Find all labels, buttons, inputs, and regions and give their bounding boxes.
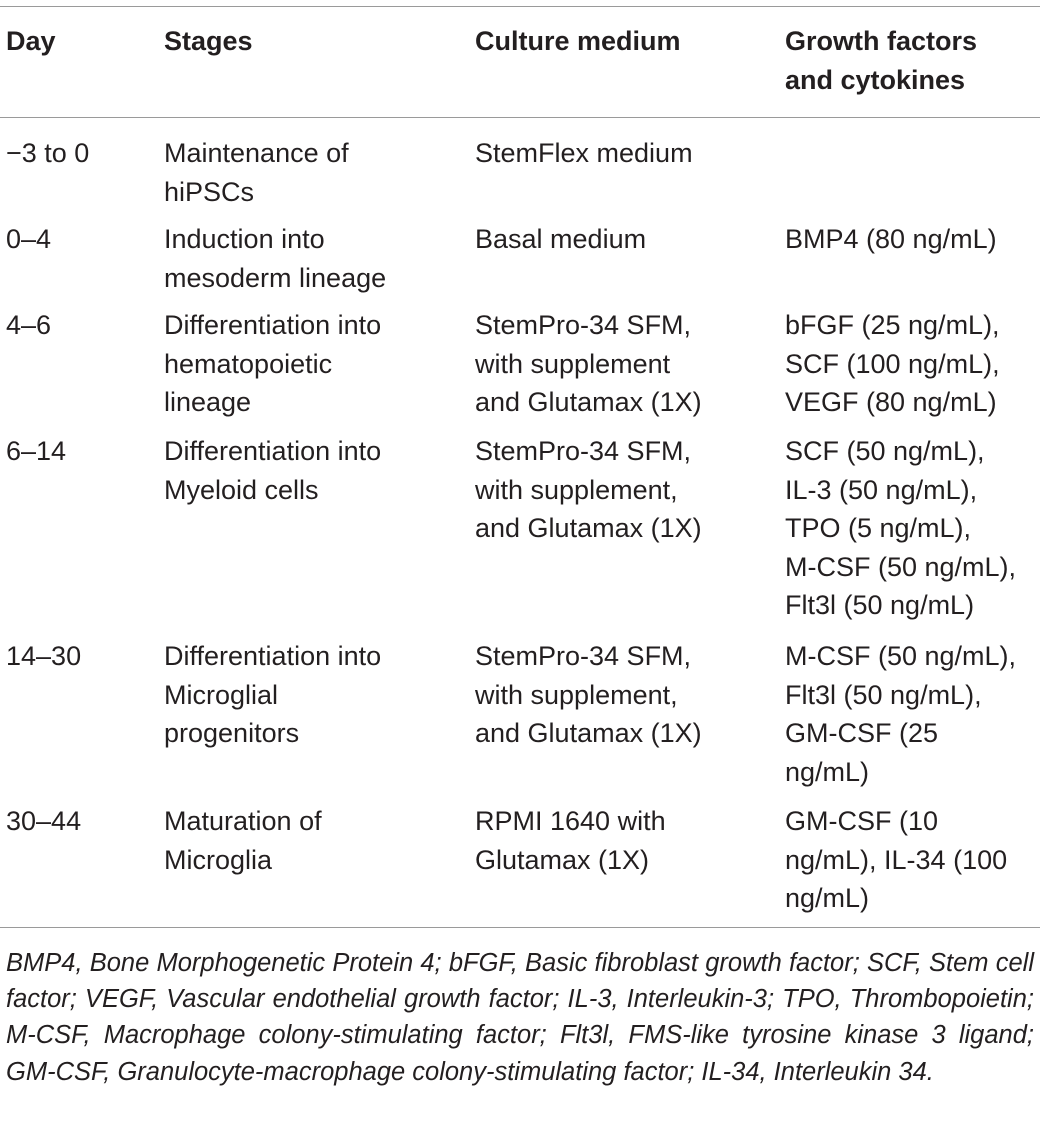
header-growth-factors-line-2: and cytokines — [785, 64, 966, 95]
table-footnote: BMP4, Bone Morphogenetic Protein 4; bFGF, Basic fibroblast growth factor; SCF, Stem cell factor; VEGF, Vascular endothelial growth factor; IL-3, Interleukin-3; TPO, Thrombopoietin; M-CSF, Macrophage colony-stimulating factor; Flt3l, FMS-like tyrosine kinase 3 ligand; GM-CSF, Granulocyte-macrophage colony-stimulating factor; IL-34, Interleukin 34. — [6, 949, 1034, 1086]
header-bottom-rule — [0, 117, 1040, 118]
factor-line: ng/mL) — [785, 883, 870, 913]
factor-line: Flt3l (50 ng/mL) — [785, 590, 975, 620]
stage-cell — [164, 802, 322, 879]
stage-line: Myeloid cells — [164, 474, 319, 505]
header-growth-factors-line-1: Growth factors — [785, 26, 978, 56]
factor-line: Flt3l (50 ng/mL), — [785, 679, 982, 710]
factor-line: VEGF (80 ng/mL) — [785, 387, 997, 417]
stage-line: hematopoietic — [164, 348, 333, 379]
medium-line: and Glutamax (1X) — [475, 718, 702, 748]
header-growth-factors — [785, 22, 977, 99]
medium-cell — [475, 306, 702, 422]
header-culture-medium-text: Culture medium — [475, 26, 681, 56]
factor-line: GM-CSF (25 — [785, 718, 939, 748]
factors-cell — [785, 306, 1000, 422]
day-cell: 0–4 — [6, 224, 52, 254]
factor-line: GM-CSF (10 — [785, 806, 939, 836]
stage-line: Maturation of — [164, 806, 322, 836]
factor-line: bFGF (25 ng/mL), — [785, 310, 1000, 340]
factor-line: TPO (5 ng/mL), — [785, 513, 972, 543]
day-cell: 30–44 — [6, 806, 82, 836]
factor-line: BMP4 (80 ng/mL) — [785, 224, 997, 254]
medium-cell — [475, 637, 702, 753]
stage-cell — [164, 432, 381, 509]
factors-cell — [785, 637, 1016, 791]
day-cell: −3 to 0 — [6, 138, 90, 168]
header-culture-medium — [475, 22, 681, 61]
day-cell: 14–30 — [6, 641, 82, 671]
medium-cell — [475, 802, 666, 879]
table-bottom-rule — [0, 927, 1040, 928]
stage-line: Differentiation into — [164, 310, 382, 340]
factor-line: SCF (100 ng/mL), — [785, 348, 1000, 379]
table-row — [6, 802, 81, 841]
header-day-text: Day — [6, 26, 56, 56]
factor-line: ng/mL), IL-34 (100 — [785, 844, 1008, 875]
medium-line: StemPro-34 SFM, — [475, 641, 692, 671]
day-cell: 4–6 — [6, 310, 52, 340]
factor-line: M-CSF (50 ng/mL), — [785, 641, 1017, 671]
factor-line: ng/mL) — [785, 756, 870, 787]
stage-line: lineage — [164, 387, 252, 417]
medium-line: RPMI 1640 with — [475, 806, 666, 836]
stage-cell — [164, 134, 349, 211]
medium-cell — [475, 134, 693, 173]
stage-line: Microglia — [164, 844, 273, 875]
day-cell: 6–14 — [6, 436, 67, 466]
factors-cell — [785, 802, 1007, 918]
table-row — [6, 432, 66, 471]
medium-line: Glutamax (1X) — [475, 844, 650, 875]
medium-line: and Glutamax (1X) — [475, 513, 702, 543]
table-row — [6, 637, 81, 676]
table-row — [6, 306, 51, 345]
factor-line: IL-3 (50 ng/mL), — [785, 474, 978, 505]
medium-line: StemPro-34 SFM, — [475, 310, 692, 340]
stage-line: progenitors — [164, 718, 300, 748]
stage-cell — [164, 306, 381, 422]
factor-line: SCF (50 ng/mL), — [785, 436, 985, 466]
stage-line: hiPSCs — [164, 176, 255, 207]
factor-line: M-CSF (50 ng/mL), — [785, 551, 1017, 582]
stage-cell — [164, 220, 386, 297]
factors-cell — [785, 432, 1016, 625]
stage-line: Induction into — [164, 224, 325, 254]
stage-line: Differentiation into — [164, 641, 382, 671]
medium-line: with supplement — [475, 348, 671, 379]
stage-line: Differentiation into — [164, 436, 382, 466]
medium-cell — [475, 432, 702, 548]
stage-line: mesoderm lineage — [164, 262, 387, 293]
medium-line: and Glutamax (1X) — [475, 387, 702, 417]
table-row — [6, 134, 89, 173]
table-top-rule — [0, 6, 1040, 7]
medium-line: StemFlex medium — [475, 138, 693, 168]
medium-line: StemPro-34 SFM, — [475, 436, 692, 466]
stage-line: Microglial — [164, 679, 279, 710]
medium-line: with supplement, — [475, 474, 678, 505]
header-stages-text: Stages — [164, 26, 253, 56]
stage-cell — [164, 637, 381, 753]
medium-line: Basal medium — [475, 224, 647, 254]
header-stages — [164, 22, 253, 61]
medium-cell — [475, 220, 646, 259]
factors-cell — [785, 220, 997, 259]
header-day — [6, 22, 56, 61]
stage-line: Maintenance of — [164, 138, 349, 168]
table-row — [6, 220, 51, 259]
medium-line: with supplement, — [475, 679, 678, 710]
